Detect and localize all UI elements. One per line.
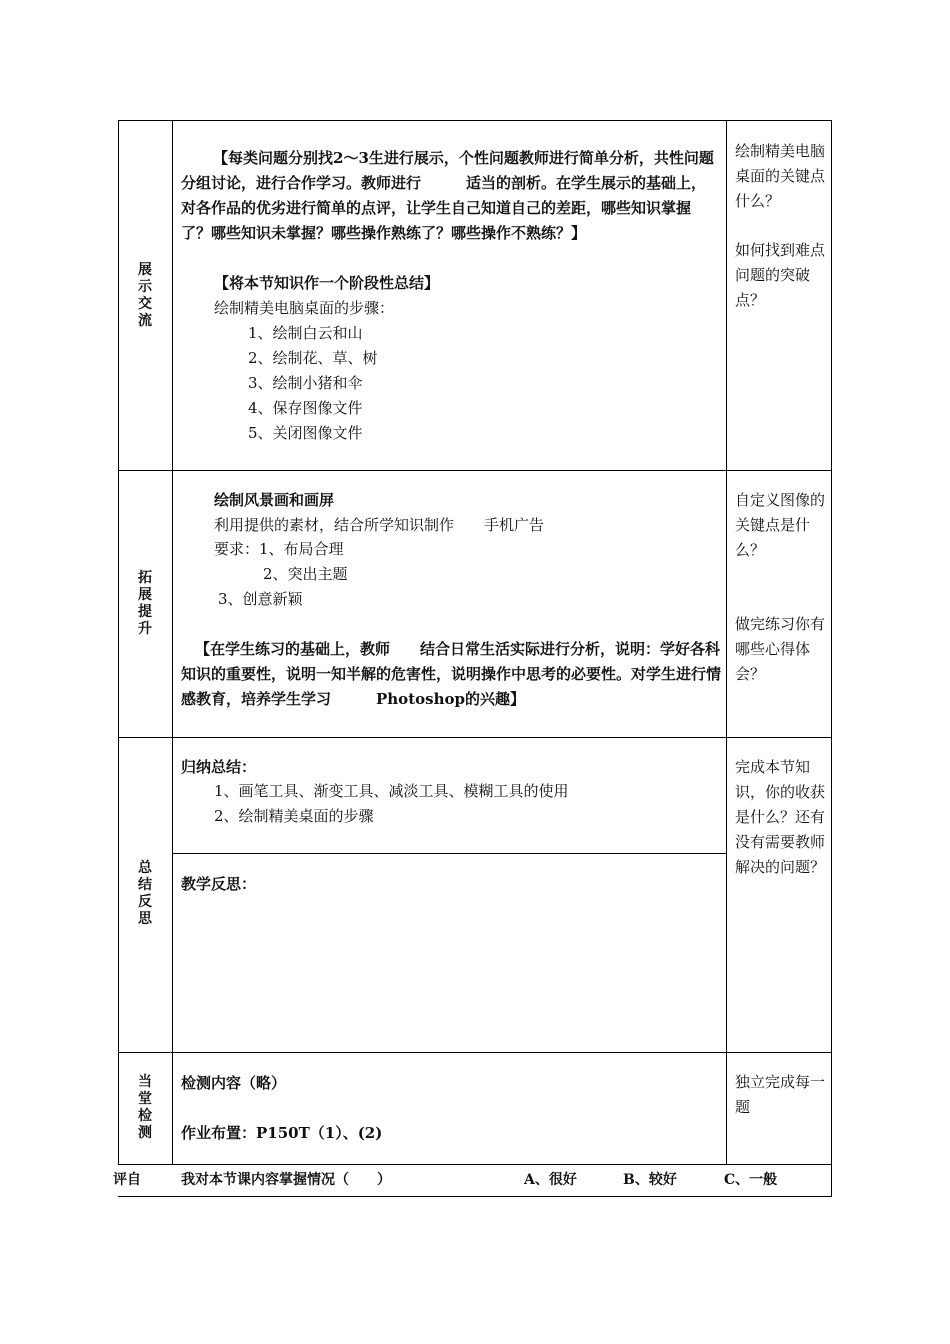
zongjie-side-question: 完成本节知识，你的收获是什么？还有没有需要教师解决的问题？	[735, 758, 826, 876]
label-char: 提	[138, 604, 152, 620]
zhanshi-side-question-1: 绘制精美电脑桌面的关键点什么？	[735, 142, 826, 210]
zhanshi-side-question-2: 如何找到难点问题的突破点？	[735, 241, 826, 309]
zhanshi-summary-title: 【将本节知识作一个阶段性总结】	[214, 274, 440, 292]
label-char: 总	[138, 860, 152, 876]
jiance-content: 检测内容（略）	[181, 1074, 287, 1092]
jiance-homework: 作业布置：P150T（1）、(2)	[181, 1124, 383, 1142]
tuozhan-requirement: 2、突出主题	[263, 565, 348, 583]
tuozhan-title: 绘制风景画和画屏	[214, 491, 335, 509]
pingjia-question: 我对本节课内容掌握情况（ ）	[181, 1172, 391, 1188]
jiance-side-note: 独立完成每一题	[735, 1073, 826, 1116]
zongjie-item: 1、画笔工具、渐变工具、减淡工具、模糊工具的使用	[214, 782, 569, 800]
pingjia-option-a: A、很好	[524, 1172, 577, 1188]
zongjie-reflection-title: 教学反思：	[181, 875, 257, 893]
label-char: 测	[138, 1125, 152, 1141]
label-char: 拓	[138, 570, 152, 586]
tuozhan-paragraph: 【在学生练习的基础上，教师 结合日常生活实际进行分析，说明：学好各科知识的重要性，说明一知半解的危害性，说明操作中思考的必要性。对学生进行情感教育，培养学生学习 Photoshop的兴趣】	[181, 640, 722, 708]
label-char: 展	[138, 587, 152, 603]
label-char: 堂	[138, 1091, 152, 1107]
table-top-border	[118, 120, 832, 121]
side-column-divider	[726, 120, 727, 1164]
table-right-border	[831, 120, 832, 1197]
row-divider-3	[118, 1052, 832, 1053]
label-char: 流	[138, 313, 152, 329]
tuozhan-side-question-1: 自定义图像的关键点是什么？	[735, 491, 826, 559]
label-char: 展	[138, 262, 152, 278]
section-label-zhanshi	[119, 262, 171, 330]
inner-divider-zongjie	[172, 853, 726, 854]
label-char: 当	[138, 1074, 152, 1090]
row-divider-1	[118, 470, 832, 471]
label-char: 检	[138, 1108, 152, 1124]
section-label-zongjie	[119, 860, 171, 928]
tuozhan-side-question-2: 做完练习你有哪些心得体会？	[735, 615, 826, 683]
label-char: 思	[138, 911, 152, 927]
label-char: 反	[138, 894, 152, 910]
label-char: 结	[138, 877, 152, 893]
pingjia-label: 评自	[113, 1172, 141, 1188]
label-char: 交	[138, 296, 152, 312]
tuozhan-task: 利用提供的素材，结合所学知识制作 手机广告	[214, 516, 545, 534]
section-label-tuozhan	[119, 570, 171, 638]
table-bottom-border	[118, 1196, 832, 1197]
zhanshi-step: 2、绘制花、草、树	[248, 349, 378, 367]
pingjia-option-c: C、一般	[724, 1172, 778, 1188]
zhanshi-steps-title: 绘制精美电脑桌面的步骤：	[214, 299, 395, 317]
pingjia-option-b: B、较好	[623, 1172, 677, 1188]
zhanshi-step: 4、保存图像文件	[248, 399, 363, 417]
label-column-divider	[172, 120, 173, 1164]
zhanshi-step: 1、绘制白云和山	[248, 324, 363, 342]
zongjie-summary-title: 归纳总结：	[181, 758, 257, 776]
label-char: 升	[138, 621, 152, 637]
row-divider-4	[118, 1164, 832, 1165]
tuozhan-requirement: 要求：1、布局合理	[214, 540, 344, 558]
section-label-jiance	[119, 1074, 171, 1142]
row-divider-2	[118, 737, 832, 738]
zhanshi-step: 3、绘制小猪和伞	[248, 374, 363, 392]
tuozhan-requirement: 3、创意新颖	[218, 590, 303, 608]
zongjie-item: 2、绘制精美桌面的步骤	[214, 807, 374, 825]
zhanshi-paragraph: 【每类问题分别找2～3生进行展示，个性问题教师进行简单分析，共性问题分组讨论，进行合作学习。教师进行 适当的剖析。在学生展示的基础上，对各作品的优劣进行简单的点评，让学生自己知道自己的差距，哪些知识掌握了？哪些知识未掌握？哪些操作熟练了？哪些操作不熟练？】	[181, 149, 714, 242]
label-char: 示	[138, 279, 152, 295]
zhanshi-step: 5、关闭图像文件	[248, 424, 363, 442]
